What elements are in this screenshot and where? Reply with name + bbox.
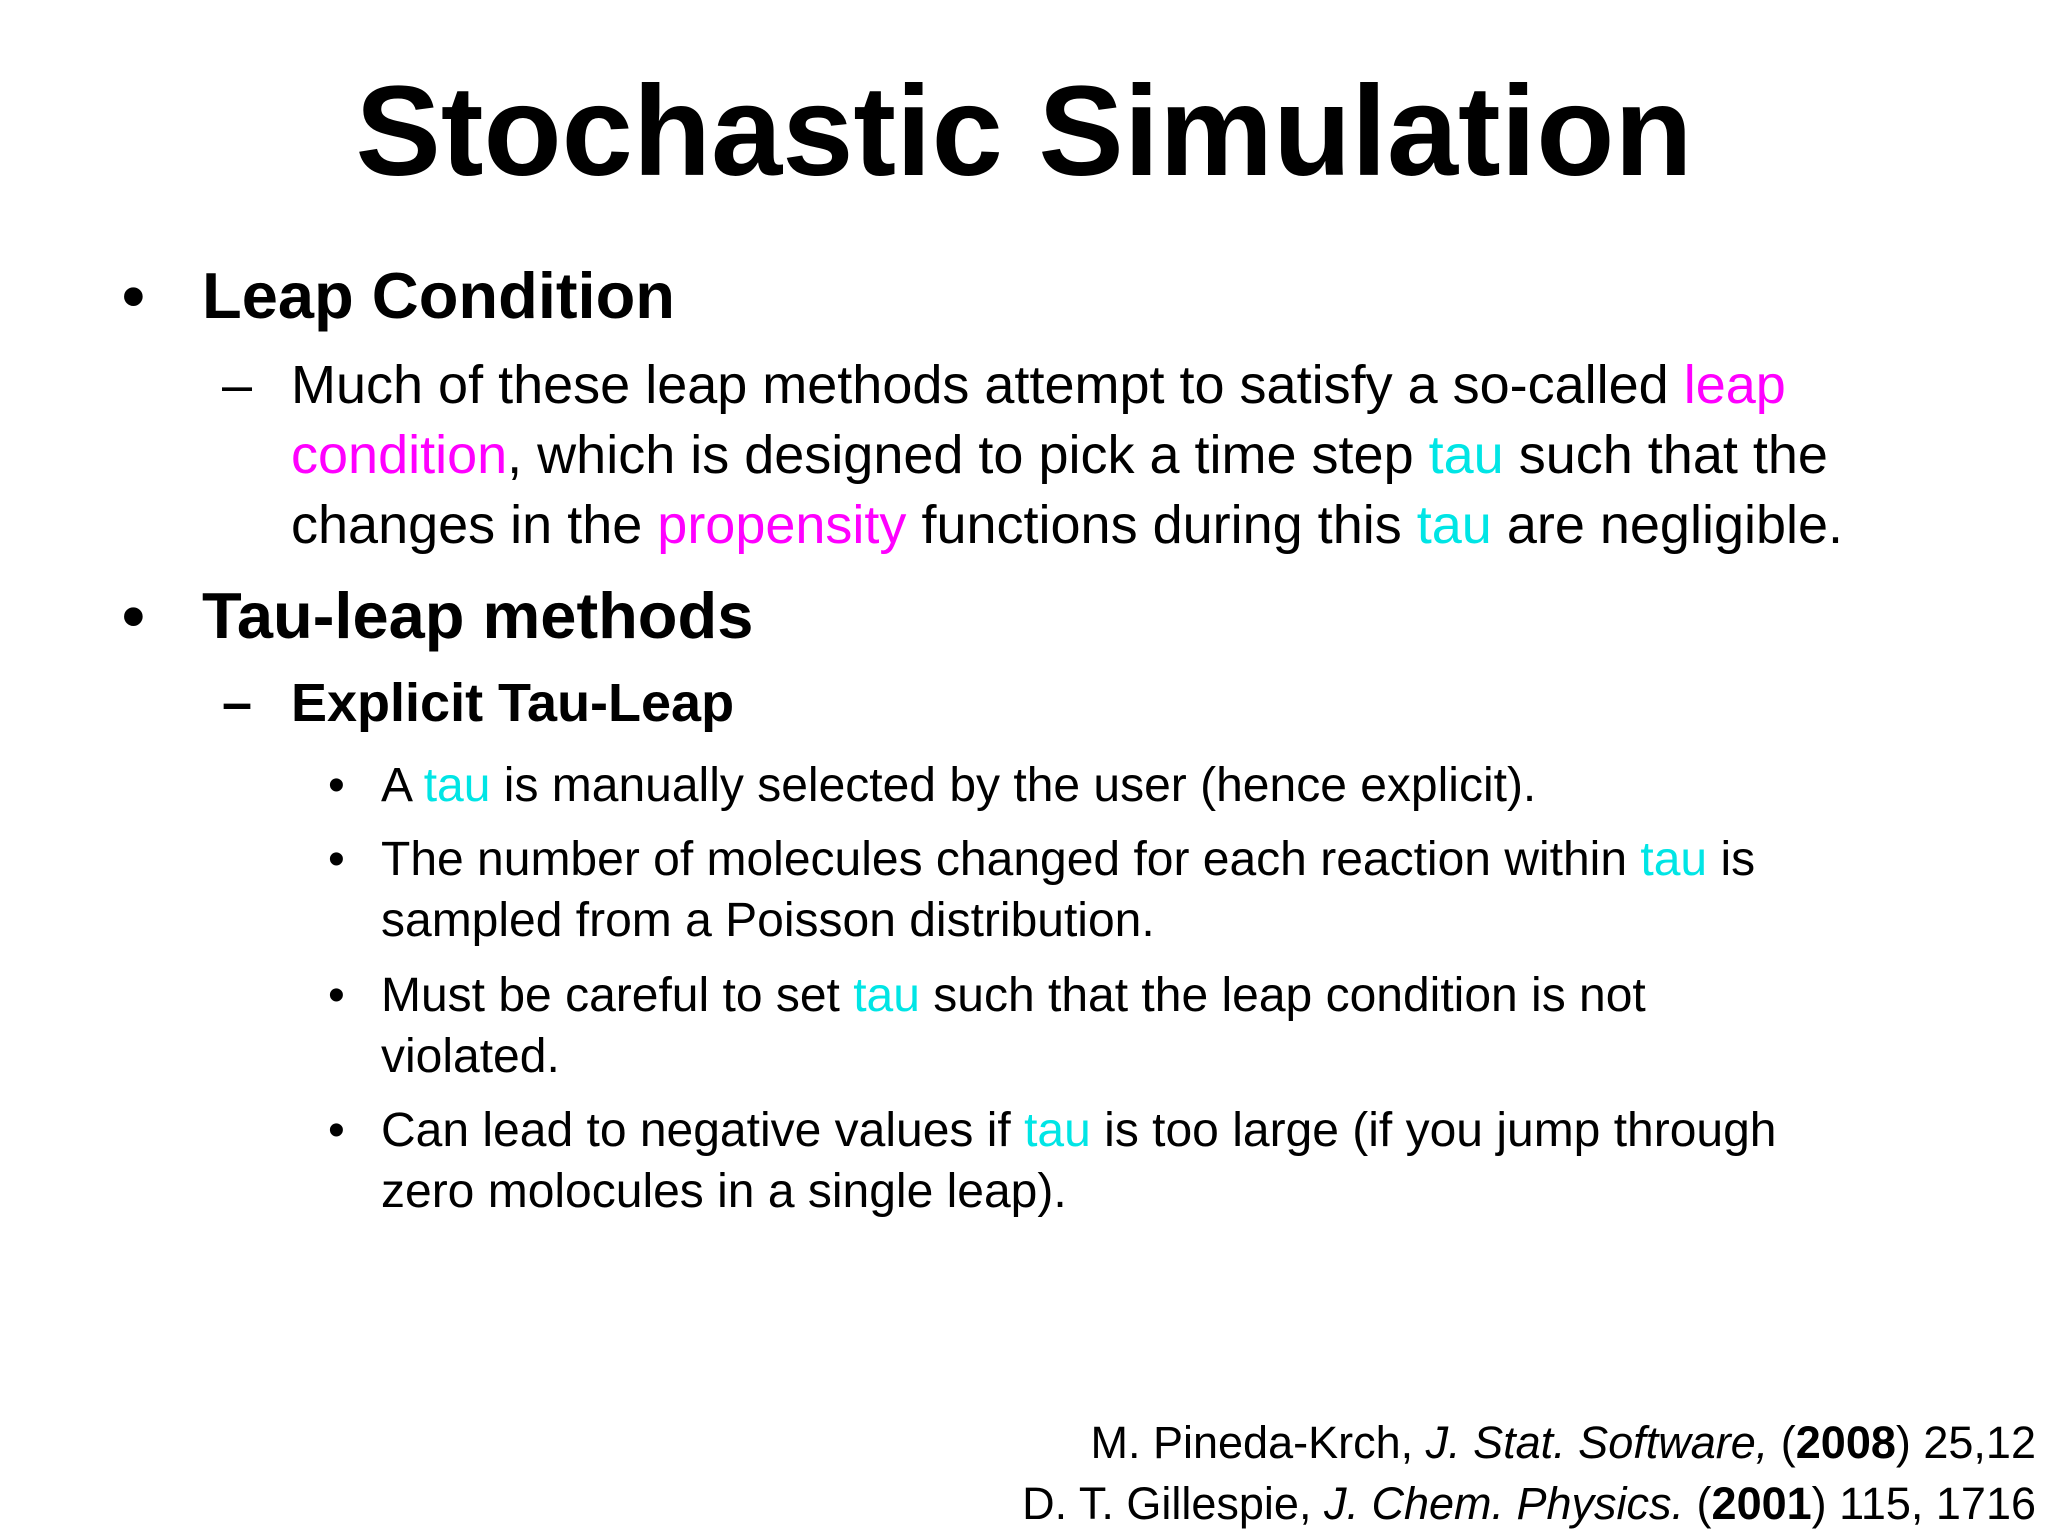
text-run [381, 829, 1755, 890]
text-run [291, 490, 1843, 560]
text-run: ( [1768, 1417, 1796, 1468]
text-run [381, 1100, 1777, 1161]
highlight-condition: condition [291, 425, 508, 485]
reference-2 [1022, 1473, 2036, 1534]
slide-title: Stochastic Simulation [355, 60, 1693, 203]
reference-volume: ) 115, 1716 [1811, 1478, 2036, 1529]
text-run [291, 420, 1828, 490]
text-run: is [1707, 833, 1756, 886]
bullet-dot: • [328, 969, 345, 1022]
text-run: A [381, 759, 424, 812]
heading-leap-condition: Leap Condition [202, 259, 675, 332]
text-run: changes in the [291, 495, 658, 555]
text-run: zero molocules in a single leap). [381, 1165, 1067, 1218]
heading-tau-leap-methods: Tau-leap methods [202, 579, 754, 652]
reference-author: D. T. Gillespie, [1022, 1478, 1324, 1529]
bullet-dot: • [328, 833, 345, 886]
text-run: such that the leap condition is not [919, 969, 1646, 1022]
bullet-dot: • [328, 759, 345, 812]
text-run: Can lead to negative values if [381, 1104, 1025, 1157]
text-run: is too large (if you jump through [1090, 1104, 1777, 1157]
highlight-tau: tau [1428, 425, 1504, 485]
subheading-explicit-tau-leap: Explicit Tau-Leap [291, 673, 735, 733]
reference-author: M. Pineda-Krch, [1090, 1417, 1426, 1468]
text-run: functions during this [906, 495, 1417, 555]
highlight-tau: tau [1640, 833, 1708, 886]
highlight-propensity: propensity [657, 495, 907, 555]
highlight-leap: leap [1683, 355, 1786, 415]
text-run: violated. [381, 1030, 560, 1083]
reference-1 [1022, 1412, 2036, 1473]
highlight-tau: tau [1416, 495, 1492, 555]
text-run: Much of these leap methods attempt to satisfy a so-called [291, 355, 1684, 415]
reference-year: 2008 [1795, 1417, 1896, 1468]
references [1022, 1412, 2036, 1534]
reference-journal: J. Chem. Physics. [1323, 1478, 1685, 1529]
highlight-tau: tau [853, 969, 920, 1022]
reference-journal: J. Stat. Software, [1425, 1417, 1769, 1468]
highlight-tau: tau [423, 759, 491, 812]
text-run: The number of molecules changed for each reaction within [381, 833, 1641, 886]
bullet-dot: • [328, 1104, 345, 1157]
reference-year: 2001 [1711, 1478, 1812, 1529]
text-run: ( [1684, 1478, 1712, 1529]
bullet-dot: • [122, 579, 145, 652]
text-run: are negligible. [1491, 495, 1844, 555]
reference-volume: ) 25,12 [1895, 1417, 2036, 1468]
text-run [381, 755, 1536, 816]
text-run: sampled from a Poisson distribution. [381, 894, 1155, 947]
dash-marker: – [222, 673, 253, 733]
text-run: such that the [1503, 425, 1828, 485]
dash-marker: – [222, 355, 253, 415]
text-run: Must be careful to set [381, 969, 854, 1022]
text-run [381, 965, 1646, 1026]
bullet-dot: • [122, 259, 145, 332]
text-run: is manually selected by the user (hence explicit). [490, 759, 1537, 812]
text-run [291, 350, 1786, 420]
text-run: , which is designed to pick a time step [507, 425, 1429, 485]
highlight-tau: tau [1024, 1104, 1091, 1157]
